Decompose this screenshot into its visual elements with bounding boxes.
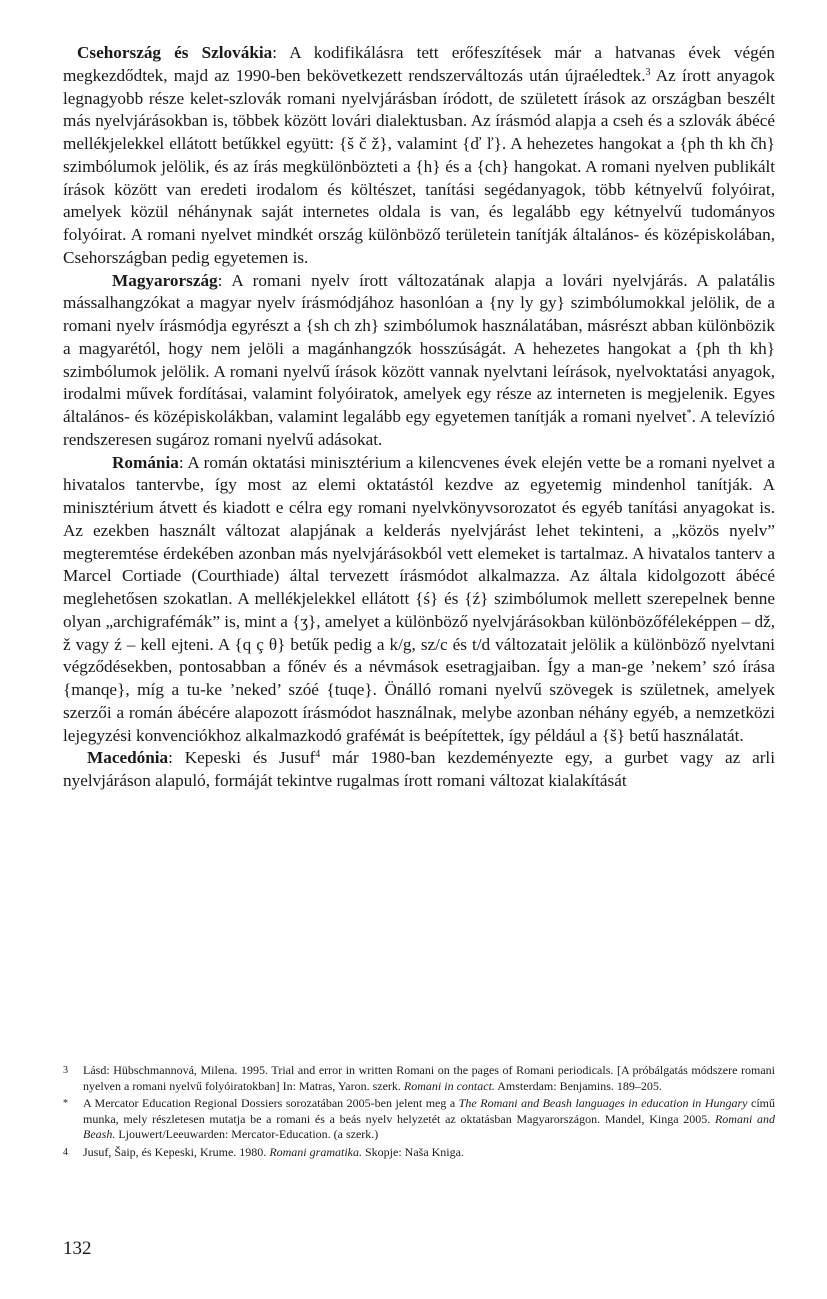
footnote-4: 4 Jusuf, Šaip, és Kepeski, Krume. 1980. Romani gramatika. Skopje: Naša Kniga. — [63, 1144, 464, 1159]
footnote-mark: * — [63, 1098, 68, 1110]
body-text — [63, 42, 775, 793]
footnote-ref-4[interactable]: 4 — [315, 749, 321, 761]
footnote-mark: 3 — [63, 1065, 68, 1076]
section-romania: Románia: A román oktatási minisztérium a kilencvenes évek elején vette be a romani nyelvet a hivatalos tantervbe, így most az elemi oktatástól kezdve az egyetemig mindenhol tanítják. A minisztérium átvett és kiadott e célra egy romani nyelvkönyvsorozatot és egyéb tanítási anyagokat is. Az ezekben használt változat alapjának a kelderás nyelvjárást lehet tekinteni, a „közös nyelv” megteremtése érdekében azonban más nyelvjárásokból vett elemeket is tartalmaz. A hivatalos tanterv a Marcel Cortiade (Courthiade) által tervezett írásmódot alkalmazza. Az általa kidolgozott ábécé meglehetősen szokatlan. A mellékjelekkel ellátott {ś} és {ź} szimbólumok mellett szerepelnek benne olyan „archigrafémák” is, mint a {ʒ}, amelyet a különböző nyelvjárásokban különbözőféleképpen – dž, ž vagy ź – kell ejteni. A {q ç θ} betűk pedig a k/g, sz/c és t/d változatait jelölik a különböző nyelvtani végződésekben, pontosabban a főnév és a névmások esetragjaiban. Így a man-ge ’nekem’ szó írása {manqe}, míg a tu-ke ’neked’ szóé {tuqe}. Önálló romani nyelvű szövegek is születnek, amelyek szerzői a román ábécére alapozott írásmódot használnak, melybe azonban néhány egyéb, a nemzetközi lejegyzési konvenciókhoz alkalmazkodó graféмát is beépítettek, így például a {š} betű használatát. — [63, 452, 775, 745]
page-number: 132 — [63, 1238, 92, 1259]
section-heading-czech-slovakia: Csehország és Szlovákia — [77, 43, 273, 62]
footnote-ref-asterisk[interactable]: * — [686, 408, 692, 419]
section-heading-macedonia: Macedónia — [87, 748, 169, 768]
section-hungary: Magyarország: A romani nyelv írott változatának alapja a lovári nyelvjárás. A palatális mássalhangzókat a magyar nyelv írásmódjához hasonlóan a {ny ly gy} szimbólumokkal jelölik, de a romani nyelv írásmódja egyrészt a {sh ch zh} szimbólumok használatában, másrészt abban különbözik a magyarétól, hogy nem jelöli a magánhangzók hosszúságát. A hehezetes hangokat a {ph th kh} szimbólumok jelölik. A romani nyelvű írások között vannak nyelvtani leírások, nyelvoktatási anyagok, irodalmi művek fordításai, valamint folyóiratok, amelyek egy része az interneten is megjelenik. Egyes általános- és középiskolákban, valamint legalább egy egyetemen tanítják a romani nyelvet*. A televízió rendszeresen sugároz romani nyelvű adásokat. — [63, 270, 775, 449]
footnote-3: 3 Lásd: Hübschmannová, Milena. 1995. Trial and error in written Romani on the pages of Romani periodicals. [A próbálgatás módszere romani nyelven a romani nyelvű folyóiratokban] In: Matras, Yaron. szerk. Romani in contact. Amsterdam: Benjamins. 189–205. — [63, 1063, 775, 1093]
footnotes — [63, 1063, 775, 1163]
section-heading-hungary: Magyarország — [112, 270, 218, 290]
footnote-asterisk: * A Mercator Education Regional Dossiers sorozatában 2005-ben jelent meg a The Romani and Beash languages in education in Hungary című munka, mely részletesen mutatja be a romani és a beás nyelv helyzetét az oktatásban Magyarországon. Mandel, Kinga 2005. Romani and Beash. Ljouwert/Leeuwarden: Mercator-Education. (a szerk.) — [63, 1096, 775, 1142]
section-macedonia: Macedónia: Kepeski és Jusuf$^4$ már 1980-ban kezdeményezte egy, a gurbet vagy az arli nyelvjáráson alapuló, formáját tekintve rugalmas írott romani változat kialakítását — [63, 748, 775, 790]
footnote-ref-3[interactable]: 3 — [645, 66, 651, 78]
section-czech-slovakia: Csehország és Szlovákia: A kodifikálásra tett erőfeszítések már a hatvanas évek végén megkezdődtek, majd az 1990-ben bekövetkezett rendszerváltozás után újraéledtek.$^3$ Az írott anyagok legnagyobb része kelet-szlovák romani nyelvjárásban íródott, de született írások az országban beszélt más nyelvjárásokban is, többek között lovári dialektusban. Az írásmód alapja a cseh és a szlovák ábécé mellékjelekkel ellátott betűkkel együtt: {š č ž}, valamint {ď ľ}. A hehezetes hangokat a {ph th kh čh} szimbólumok jelölik, és az írás megkülönbözteti a {h} és a {ch} hangokat. A romani nyelven publikált írások között van eredeti irodalom és költészet, tanítási segédanyagok, több kétnyelvű folyóirat, amelyek közül néhánynak saját internetes oldala is van, és legalább egy kétnyelvű tudományos folyóirat. A romani nyelvet mindkét ország különböző területein tanítják általános- és középiskolában, Csehországban pedig egyetemen is. — [63, 43, 775, 267]
footnote-mark: 4 — [63, 1146, 68, 1158]
section-heading-romania: Románia — [112, 452, 179, 472]
